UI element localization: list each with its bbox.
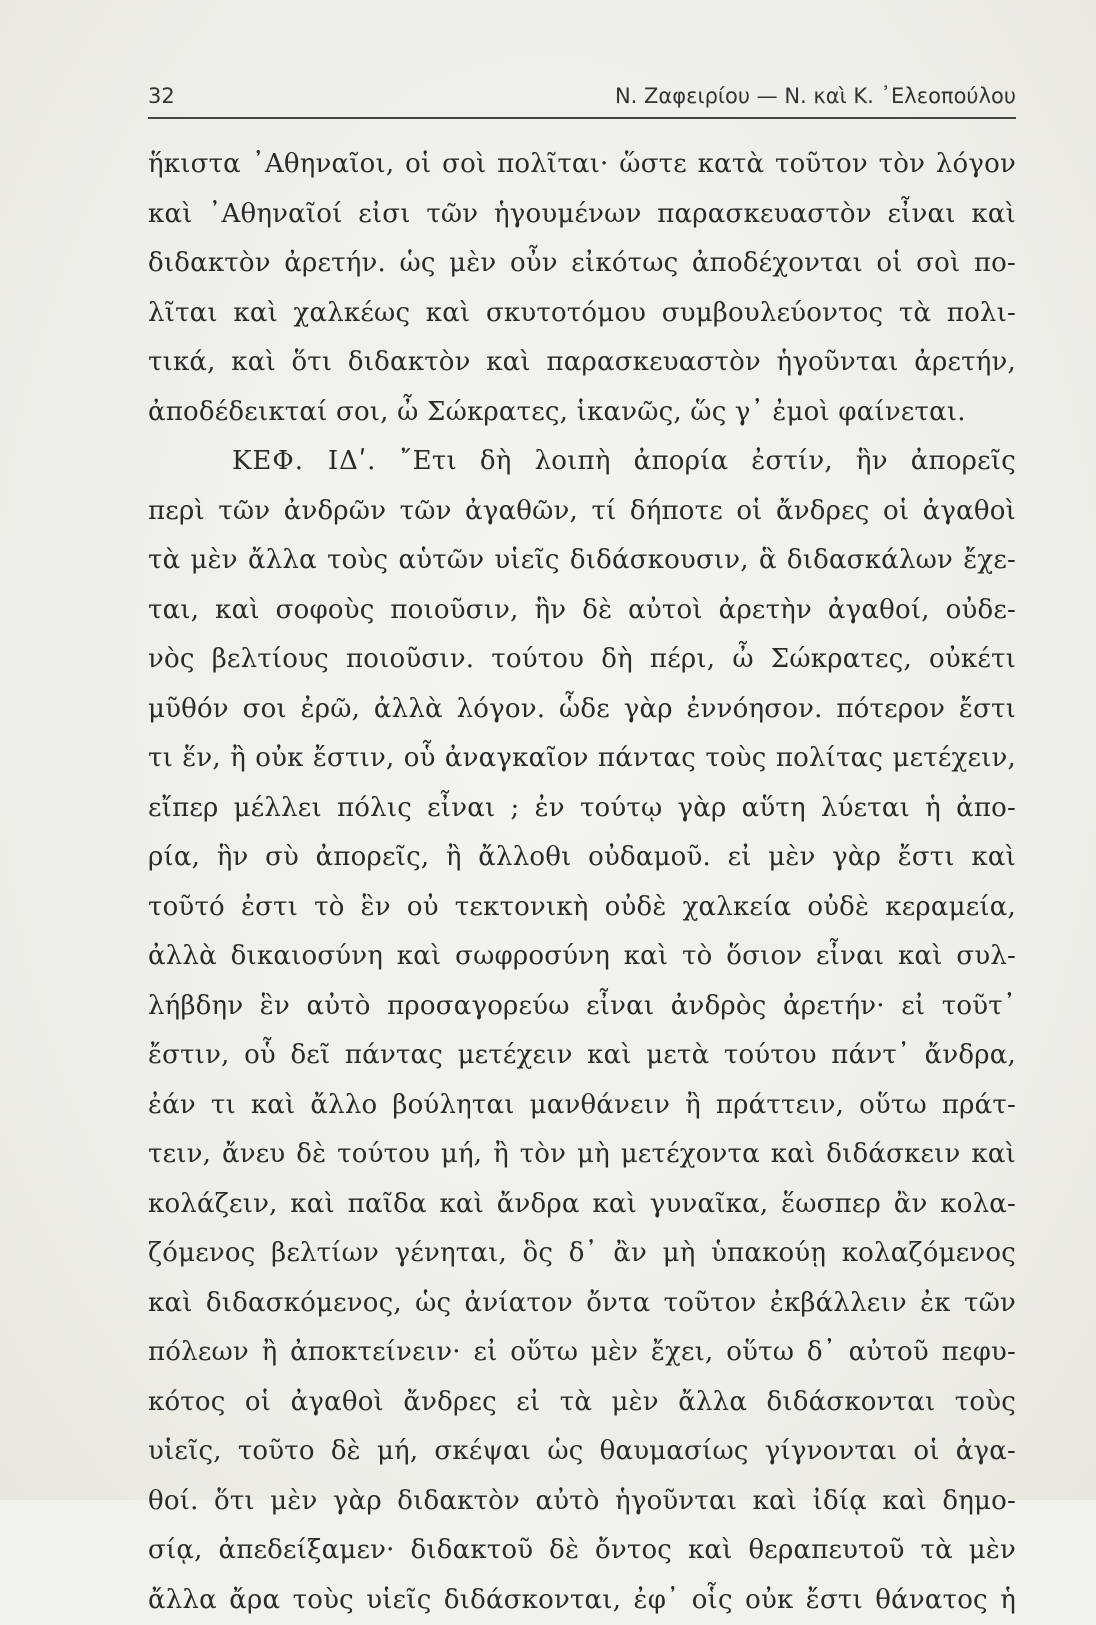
running-head: Ν. Ζαφειρίου — Ν. καὶ Κ. ᾿Ελεοπούλου	[615, 84, 1016, 108]
text-line: καὶ διδασκόμενος, ὡς ἀνίατον ὄντα τοῦτον ἐκβάλλειν ἐκ τῶν	[148, 1279, 1016, 1329]
text-line: κότος οἱ ἀγαθοὶ ἄνδρες εἰ τὰ μὲν ἄλλα διδάσκονται τοὺς	[148, 1378, 1016, 1428]
text-line: λήβδην ἓν αὐτὸ προσαγορεύω εἶναι ἀνδρὸς ἀρετήν· εἰ τοῦτ᾿	[148, 982, 1016, 1032]
text-line: ἐάν τι καὶ ἄλλο βούληται μανθάνειν ἢ πράττειν, οὕτω πράτ-	[148, 1081, 1016, 1131]
text-line: εἴπερ μέλλει πόλις εἶναι ; ἐν τούτῳ γὰρ αὕτη λύεται ἡ ἀπο-	[148, 784, 1016, 834]
text-line: καὶ ᾿Αθηναῖοί εἰσι τῶν ἡγουμένων παρασκευαστὸν εἶναι καὶ	[148, 190, 1016, 240]
text-line: σίᾳ, ἀπεδείξαμεν· διδακτοῦ δὲ ὄντος καὶ θεραπευτοῦ τὰ μὲν	[148, 1526, 1016, 1576]
section-first-text: ῎Ετι δὴ λοιπὴ ἀπορία ἐστίν, ἣν ἀπορεῖς	[399, 446, 1016, 476]
text-line: θοί. ὅτι μὲν γὰρ διδακτὸν αὐτὸ ἡγοῦνται καὶ ἰδίᾳ καὶ δημο-	[148, 1477, 1016, 1527]
text-line: ἀλλὰ δικαιοσύνη καὶ σωφροσύνη καὶ τὸ ὅσιον εἶναι καὶ συλ-	[148, 932, 1016, 982]
text-line: ρία, ἣν σὺ ἀπορεῖς, ἢ ἄλλοθι οὐδαμοῦ. εἰ μὲν γὰρ ἔστι καὶ	[148, 833, 1016, 883]
text-line: πόλεων ἢ ἀποκτείνειν· εἰ οὕτω μὲν ἔχει, οὕτω δ᾿ αὐτοῦ πεφυ-	[148, 1328, 1016, 1378]
text-line: κολάζειν, καὶ παῖδα καὶ ἄνδρα καὶ γυναῖκα, ἕωσπερ ἂν κολα-	[148, 1180, 1016, 1230]
text-line: νὸς βελτίους ποιοῦσιν. τούτου δὴ πέρι, ὦ Σώκρατες, οὐκέτι	[148, 635, 1016, 685]
text-line: ἄλλα ἄρα τοὺς υἱεῖς διδάσκονται, ἐφ᾿ οἷς οὐκ ἔστι θάνατος ἡ	[148, 1576, 1016, 1625]
text-line: ἀποδέδεικταί σοι, ὦ Σώκρατες, ἱκανῶς, ὥς γ᾿ ἐμοὶ φαίνεται.	[148, 388, 1016, 438]
text-line: τὰ μὲν ἄλλα τοὺς αὑτῶν υἱεῖς διδάσκουσιν, ἃ διδασκάλων ἔχε-	[148, 536, 1016, 586]
body-text	[148, 140, 1016, 1625]
section-first-line	[148, 437, 1016, 487]
text-line: υἱεῖς, τοῦτο δὲ μή, σκέψαι ὡς θαυμασίως γίγνονται οἱ ἀγα-	[148, 1427, 1016, 1477]
page-header	[148, 76, 1016, 116]
text-line: περὶ τῶν ἀνδρῶν τῶν ἀγαθῶν, τί δήποτε οἱ ἄνδρες οἱ ἀγαθοὶ	[148, 487, 1016, 537]
text-line: τειν, ἄνευ δὲ τούτου μή, ἢ τὸν μὴ μετέχοντα καὶ διδάσκειν καὶ	[148, 1130, 1016, 1180]
text-line: τοῦτό ἐστι τὸ ἓν οὐ τεκτονικὴ οὐδὲ χαλκεία οὐδὲ κεραμεία,	[148, 883, 1016, 933]
section-label: ΚΕΦ. ΙΔʹ.	[232, 446, 376, 476]
text-line: διδακτὸν ἀρετήν. ὡς μὲν οὖν εἰκότως ἀποδέχονται οἱ σοὶ πο-	[148, 239, 1016, 289]
text-line: μῦθόν σοι ἐρῶ, ἀλλὰ λόγον. ὧδε γὰρ ἐννόησον. πότερον ἔστι	[148, 685, 1016, 735]
text-line: λῖται καὶ χαλκέως καὶ σκυτοτόμου συμβουλεύοντος τὰ πολι-	[148, 289, 1016, 339]
text-line: τι ἕν, ἢ οὐκ ἔστιν, οὗ ἀναγκαῖον πάντας τοὺς πολίτας μετέχειν,	[148, 734, 1016, 784]
text-line: ἔστιν, οὗ δεῖ πάντας μετέχειν καὶ μετὰ τούτου πάντ᾿ ἄνδρα,	[148, 1031, 1016, 1081]
text-line: ζόμενος βελτίων γένηται, ὃς δ᾿ ἂν μὴ ὑπακούῃ κολαζόμενος	[148, 1229, 1016, 1279]
page-number: 32	[148, 84, 175, 108]
text-line: τικά, καὶ ὅτι διδακτὸν καὶ παρασκευαστὸν ἡγοῦνται ἀρετήν,	[148, 338, 1016, 388]
text-line: ται, καὶ σοφοὺς ποιοῦσιν, ἣν δὲ αὐτοὶ ἀρετὴν ἀγαθοί, οὐδε-	[148, 586, 1016, 636]
text-line: ἥκιστα ᾿Αθηναῖοι, οἱ σοὶ πολῖται· ὥστε κατὰ τοῦτον τὸν λόγον	[148, 140, 1016, 190]
header-rule	[148, 117, 1016, 119]
